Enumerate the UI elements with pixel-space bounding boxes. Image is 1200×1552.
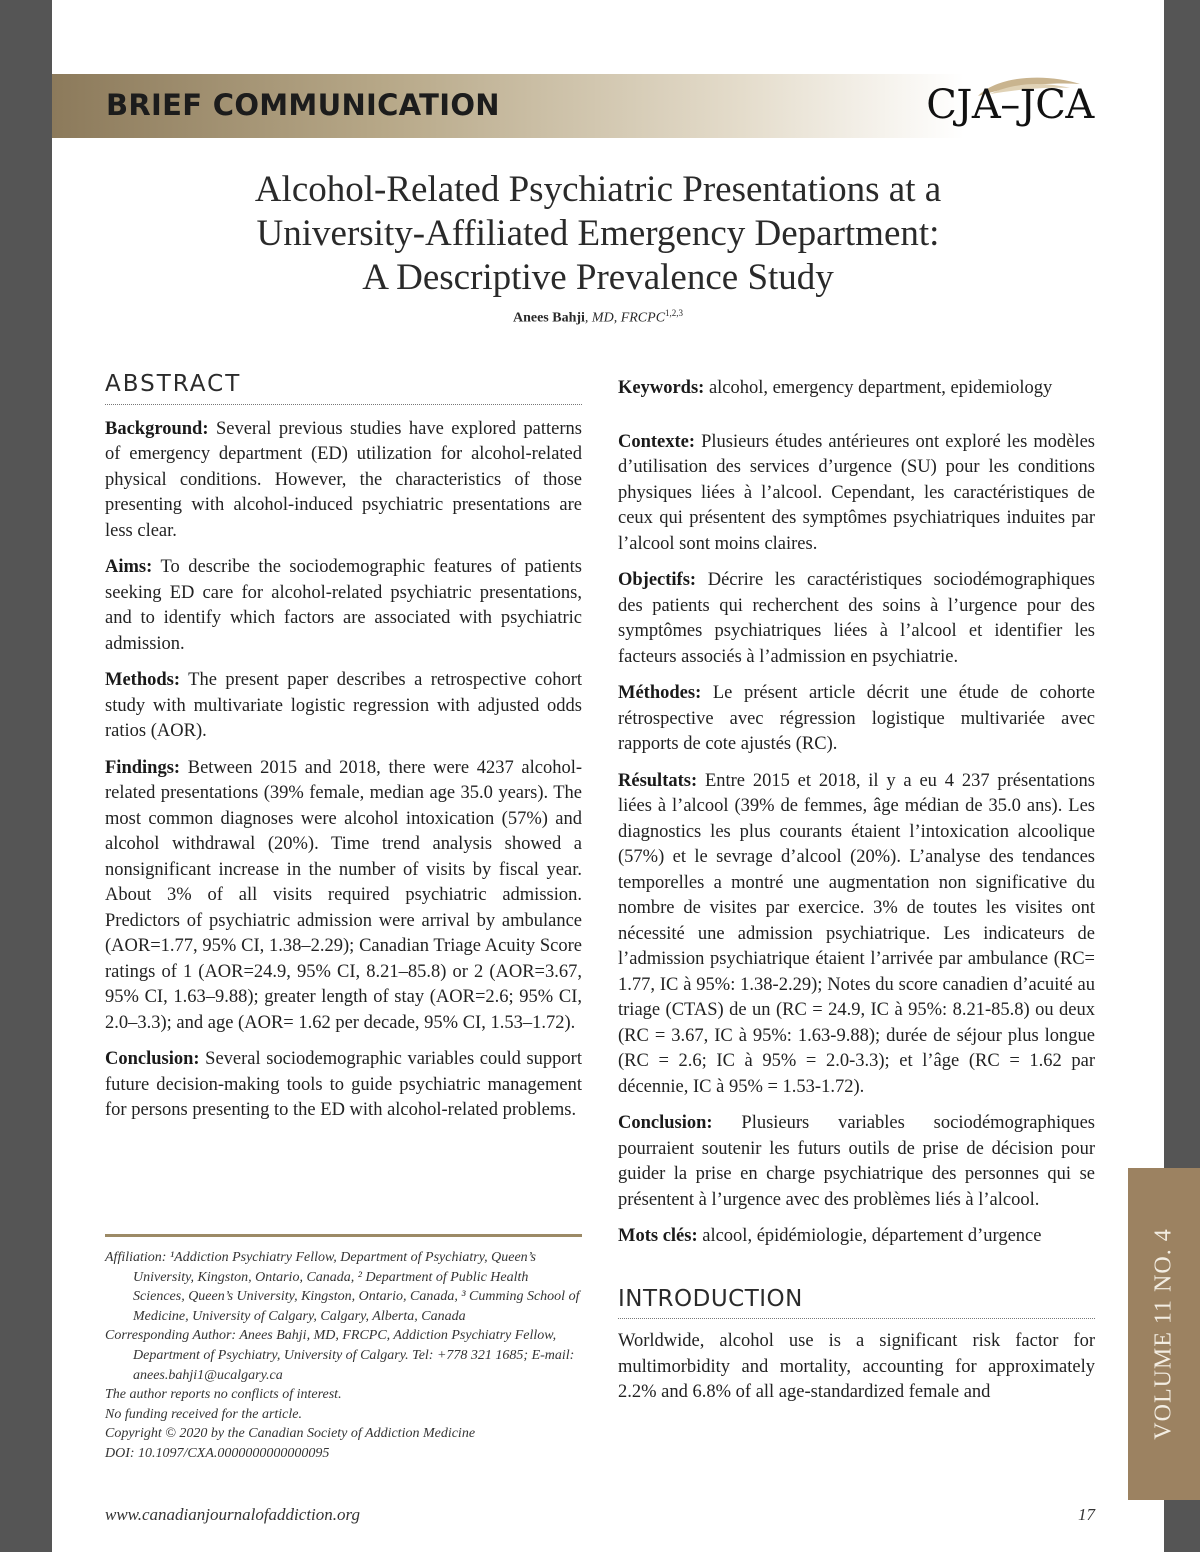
conflict-note: The author reports no conflicts of interest.	[105, 1387, 342, 1403]
section-label: Methods:	[105, 670, 181, 690]
footnote-divider	[105, 1234, 582, 1237]
title-line: University-Affiliated Emergency Department:	[256, 213, 940, 254]
abstract-findings	[105, 756, 582, 1037]
section-text: Between 2015 and 2018, there were 4237 alcohol-related presentations (39% female, median age 35.0 years). The most common diagnoses were alcohol intoxication (57%) and alcohol withdrawal (20%). Time trend analysis showed a nonsignificant increase in the number of visits by fiscal year. About 3% of all visits required psychiatric admission. Predictors of psychiatric admission were arrival by ambulance (AOR=1.77, 95% CI, 1.38–2.29); Canadian Triage Acuity Score ratings of 1 (AOR=24.9, 95% CI, 8.21–85.8) or 2 (AOR=3.67, 95% CI, 1.63–9.88); greater length of stay (AOR=2.6; 95% CI, 2.0–3.3); and age (AOR= 1.62 per decade, 95% CI, 1.53–1.72).	[105, 757, 582, 1033]
abstract-heading: ABSTRACT	[105, 372, 582, 405]
author-name: Anees Bahji	[512, 310, 585, 326]
section-label: Résultats:	[618, 770, 698, 791]
section-label: Contexte:	[618, 431, 696, 452]
copyright-note: Copyright © 2020 by the Canadian Society of Addiction Medicine	[105, 1426, 476, 1442]
section-label: Conclusion:	[105, 1049, 200, 1069]
journal-url[interactable]: www.canadianjournalofaddiction.org	[105, 1505, 361, 1524]
section-label: Findings:	[105, 757, 181, 778]
keywords-label: Mots clés:	[618, 1226, 698, 1246]
section-label: Background:	[105, 418, 209, 439]
footnotes	[105, 1248, 582, 1464]
section-text: Entre 2015 et 2018, il y a eu 4 237 présentations liées à l’alcool (39% de femmes, âge médian de 35.0 ans). Les diagnostics les plus courants étaient l’intoxication alcoolique (57%) et le sevrage d’alcool (20%). L’analyse des tendances temporelles a montré une augmentation non significative du nombre de visites par exercice. 3% de toutes les visites ont nécessité une admission psychiatrique. Les indicateurs de l’admission psychiatrique étaient l’arrivée par ambulance (RC= 1.77, IC à 95%: 1.38-2.29); Notes du score canadien d’acuité au triage (CTAS) de un (RC = 24.9, IC à 95%: 8.21-85.8) ou deux (RC = 3.67, IC à 95%: 1.63-9.88); durée de séjour plus longue (RC = 2.6; IC à 95% = 2.0-3.3); et l’âge (RC = 1.62 par décennie, IC à 95% = 1.53-1.72).	[618, 770, 1095, 1097]
resume-methodes	[618, 681, 1095, 758]
resume-conclusion	[618, 1111, 1095, 1213]
section-text: The present paper describes a retrospective cohort study with multivariate logistic regression with adjusted odds ratios (AOR).	[105, 670, 582, 741]
affiliation-note: Affiliation: ¹Addiction Psychiatry Fellow, Department of Psychiatry, Queen’s University, Kingston, Ontario, Canada, ² Department of Public Health Sciences, Queen’s University, Kingston, Ontario, Canada, ³ Cumming School of Medicine, University of Calgary, Calgary, Alberta, Canada	[105, 1250, 580, 1324]
article-title	[102, 168, 1094, 300]
keywords-label: Keywords:	[618, 378, 705, 398]
section-label: BRIEF COMMUNICATION	[106, 88, 500, 122]
author-affiliation-marks: 1,2,3	[665, 308, 684, 318]
abstract-methods	[105, 668, 582, 745]
introduction-heading: INTRODUCTION	[618, 1287, 1095, 1320]
keywords-text: alcool, épidémiologie, département d’urgence	[697, 1226, 1042, 1246]
section-text: Décrire les caractéristiques sociodémographiques des patients qui recherchent des soins à l’urgence pour des symptômes psychiatriques liées à l’alcool et identifier les facteurs associés à l’admission en psychiatrie.	[618, 570, 1095, 667]
doi-note: DOI: 10.1097/CXA.0000000000000095	[105, 1445, 330, 1461]
page-number: 17	[1078, 1505, 1095, 1524]
section-text: Plusieurs variables sociodémographiques pourraient soutenir les futurs outils de prise de décision pour guider la prise en charge psychiatrique des personnes qui se présentent à l’urgence avec des problèmes liés à l’alcool.	[618, 1113, 1095, 1210]
section-label: Méthodes:	[618, 683, 702, 703]
section-text: Several sociodemographic variables could support future decision-making tools to guide psychiatric management for persons presenting to the ED with alcohol-related problems.	[105, 1049, 582, 1120]
volume-tab	[1128, 1168, 1200, 1500]
funding-note: No funding received for the article.	[105, 1406, 302, 1422]
left-column	[105, 372, 582, 1135]
title-line: Alcohol-Related Psychiatric Presentations at a	[254, 169, 942, 210]
title-line: A Descriptive Prevalence Study	[362, 257, 834, 298]
keywords-en	[618, 376, 1095, 402]
introduction-text: Worldwide, alcohol use is a significant risk factor for multimorbidity and mortality, accounting for approximately 2.2% and 6.8% of all age-standardized female and	[618, 1331, 1095, 1402]
journal-page	[52, 0, 1164, 1552]
section-text: Le présent article décrit une étude de cohorte rétrospective avec régression logistique multivariée avec rapports de cote ajustés (RC).	[618, 683, 1095, 754]
section-label: Aims:	[105, 557, 153, 577]
corresponding-author-note: Corresponding Author: Anees Bahji, MD, FRCPC, Addiction Psychiatry Fellow, Department of Psychiatry, University of Calgary. Tel: +778 321 1685; E-mail: anees.bahji1@ucalgary.ca	[105, 1328, 575, 1383]
abstract-background	[105, 417, 582, 545]
section-text: Plusieurs études antérieures ont exploré les modèles d’utilisation des services d’urgence (SU) pour les conditions physiques liées à l’alcool. Cependant, les caractéristiques de ceux qui présentent des symptômes psychiatriques induites par l’alcool sont moins claires.	[618, 431, 1095, 554]
author-credentials: , MD, FRCPC	[584, 310, 666, 326]
author-line	[102, 308, 1094, 327]
volume-label: VOLUME 11 NO. 4	[1150, 1228, 1177, 1440]
logo-text: CJA–JCA	[926, 82, 1094, 128]
section-label: Conclusion:	[618, 1113, 713, 1133]
keywords-text: alcohol, emergency department, epidemiology	[704, 378, 1053, 398]
resume-resultats	[618, 769, 1095, 1101]
section-label: Objectifs:	[618, 570, 697, 590]
resume-contexte	[618, 430, 1095, 558]
keywords-fr	[618, 1224, 1095, 1250]
section-text: To describe the sociodemographic features of patients seeking ED care for alcohol-related psychiatric presentations, and to identify which factors are associated with psychiatric admission.	[105, 557, 582, 654]
section-text: Several previous studies have explored patterns of emergency department (ED) utilization for alcohol-related physical conditions. However, the characteristics of those presenting with alcohol-induced psychiatric presentations are less clear.	[105, 418, 582, 541]
abstract-aims	[105, 555, 582, 657]
journal-logo	[920, 72, 1100, 138]
right-column	[618, 372, 1095, 1417]
abstract-conclusion	[105, 1047, 582, 1124]
resume-objectifs	[618, 568, 1095, 670]
